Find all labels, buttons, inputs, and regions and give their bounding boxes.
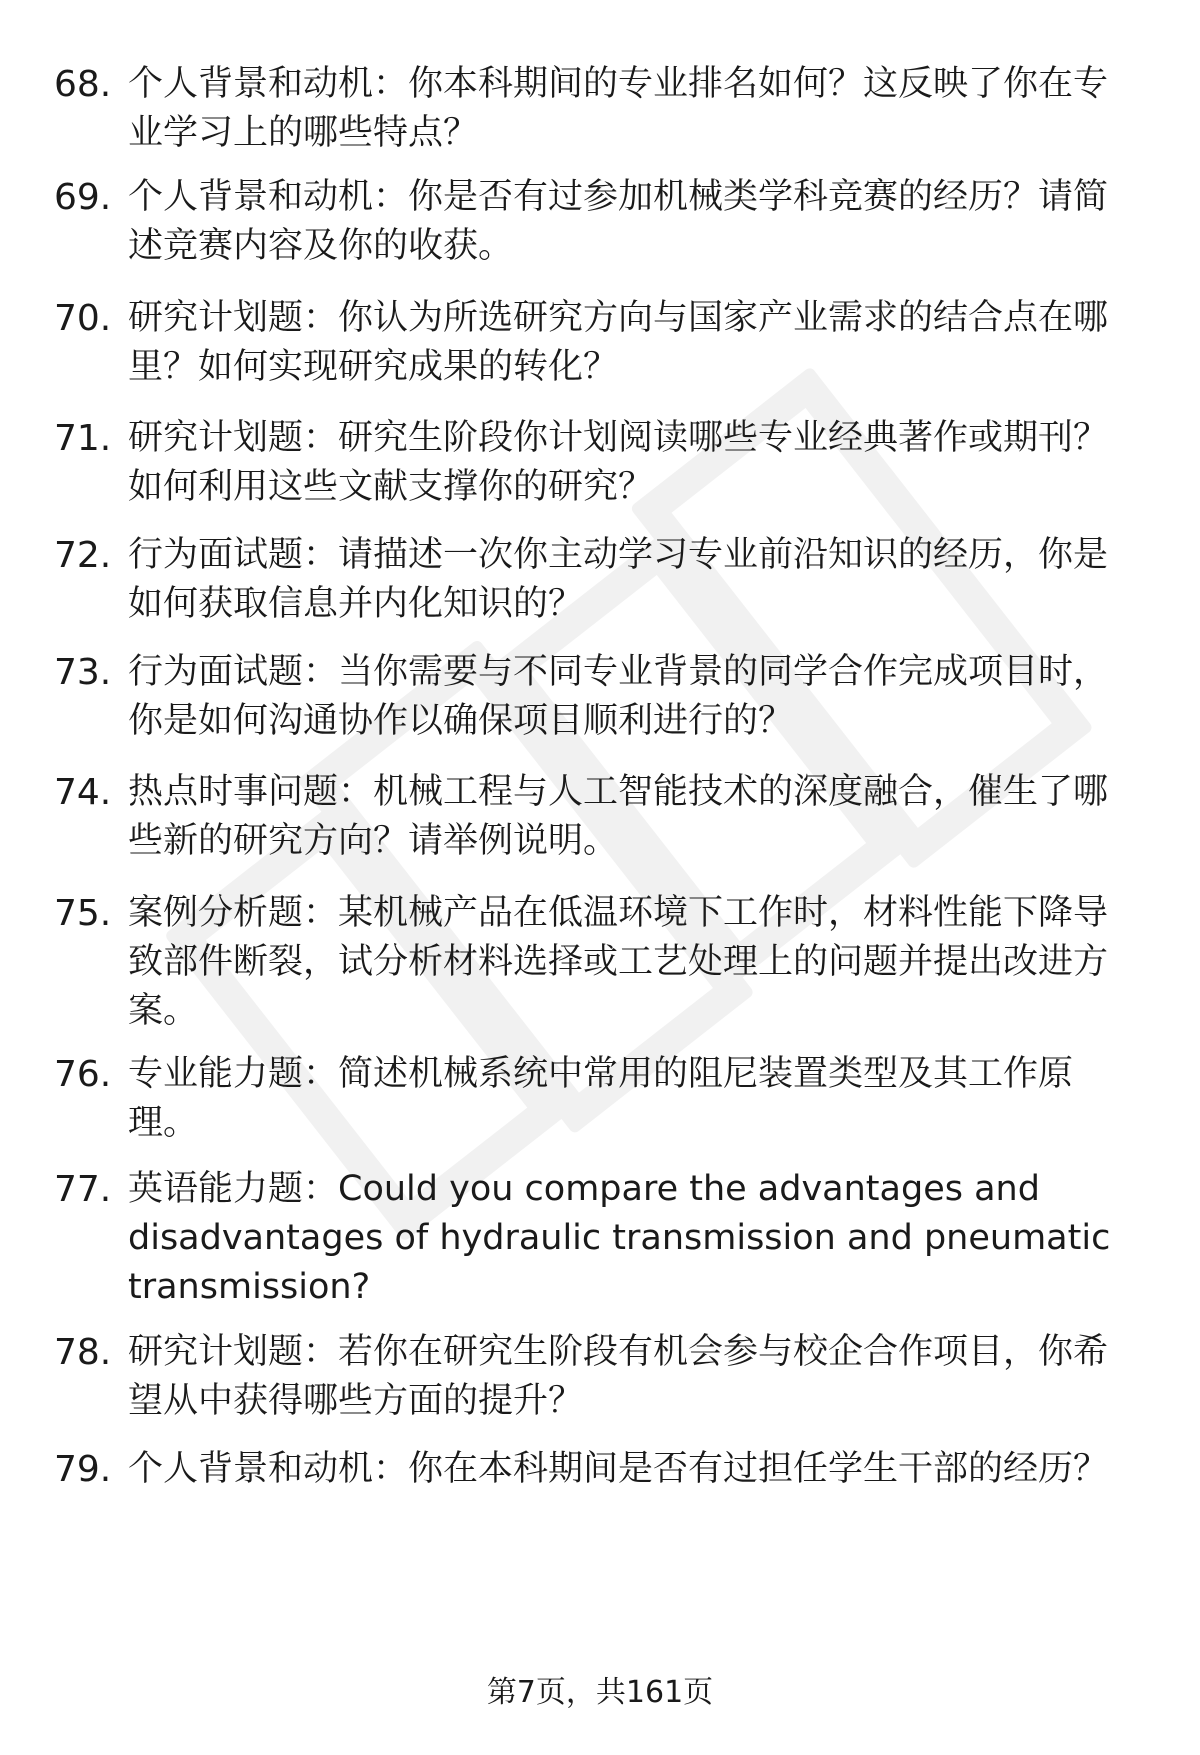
question-text: 个人背景和动机：你本科期间的专业排名如何？这反映了你在专业学习上的哪些特点？ (128, 64, 1109, 153)
question-text: 专业能力题：简述机械系统中常用的阻尼装置类型及其工作原理。 (128, 1054, 1074, 1143)
page-number-footer: 第7页，共161页 (486, 1675, 714, 1710)
question-number: 77. (54, 1169, 112, 1210)
question-number: 69. (54, 177, 112, 218)
question-number: 78. (54, 1332, 112, 1373)
question-number: 79. (54, 1449, 112, 1490)
question-text: 个人背景和动机：你是否有过参加机械类学科竞赛的经历？请简述竞赛内容及你的收获。 (128, 177, 1109, 266)
question-number: 72. (54, 535, 112, 576)
question-text: 研究计划题：你认为所选研究方向与国家产业需求的结合点在哪里？如何实现研究成果的转化？ (128, 298, 1109, 387)
question-number: 76. (54, 1054, 112, 1095)
question-text: 行为面试题：当你需要与不同专业背景的同学合作完成项目时，你是如何沟通协作以确保项目顺利进行的？ (128, 652, 1109, 741)
question-text: 英语能力题：Could you compare the advantages and disadvantages of hydraulic transmission and pneumatic transmission? (128, 1169, 1111, 1307)
question-number: 75. (54, 893, 112, 934)
question-number: 71. (54, 418, 112, 459)
question-text: 行为面试题：请描述一次你主动学习专业前沿知识的经历，你是如何获取信息并内化知识的？ (128, 535, 1109, 624)
question-text: 热点时事问题：机械工程与人工智能技术的深度融合，催生了哪些新的研究方向？请举例说明。 (128, 772, 1109, 861)
question-number: 73. (54, 652, 112, 693)
question-number: 70. (54, 298, 112, 339)
question-text: 研究计划题：研究生阶段你计划阅读哪些专业经典著作或期刊？如何利用这些文献支撑你的研究？ (128, 418, 1109, 507)
question-text: 研究计划题：若你在研究生阶段有机会参与校企合作项目，你希望从中获得哪些方面的提升？ (128, 1332, 1109, 1421)
question-number: 74. (54, 772, 112, 813)
question-number: 68. (54, 64, 112, 105)
question-text: 个人背景和动机：你在本科期间是否有过担任学生干部的经历？ (128, 1449, 1109, 1489)
question-text: 案例分析题：某机械产品在低温环境下工作时，材料性能下降导致部件断裂，试分析材料选择或工艺处理上的问题并提出改进方案。 (128, 893, 1109, 1031)
